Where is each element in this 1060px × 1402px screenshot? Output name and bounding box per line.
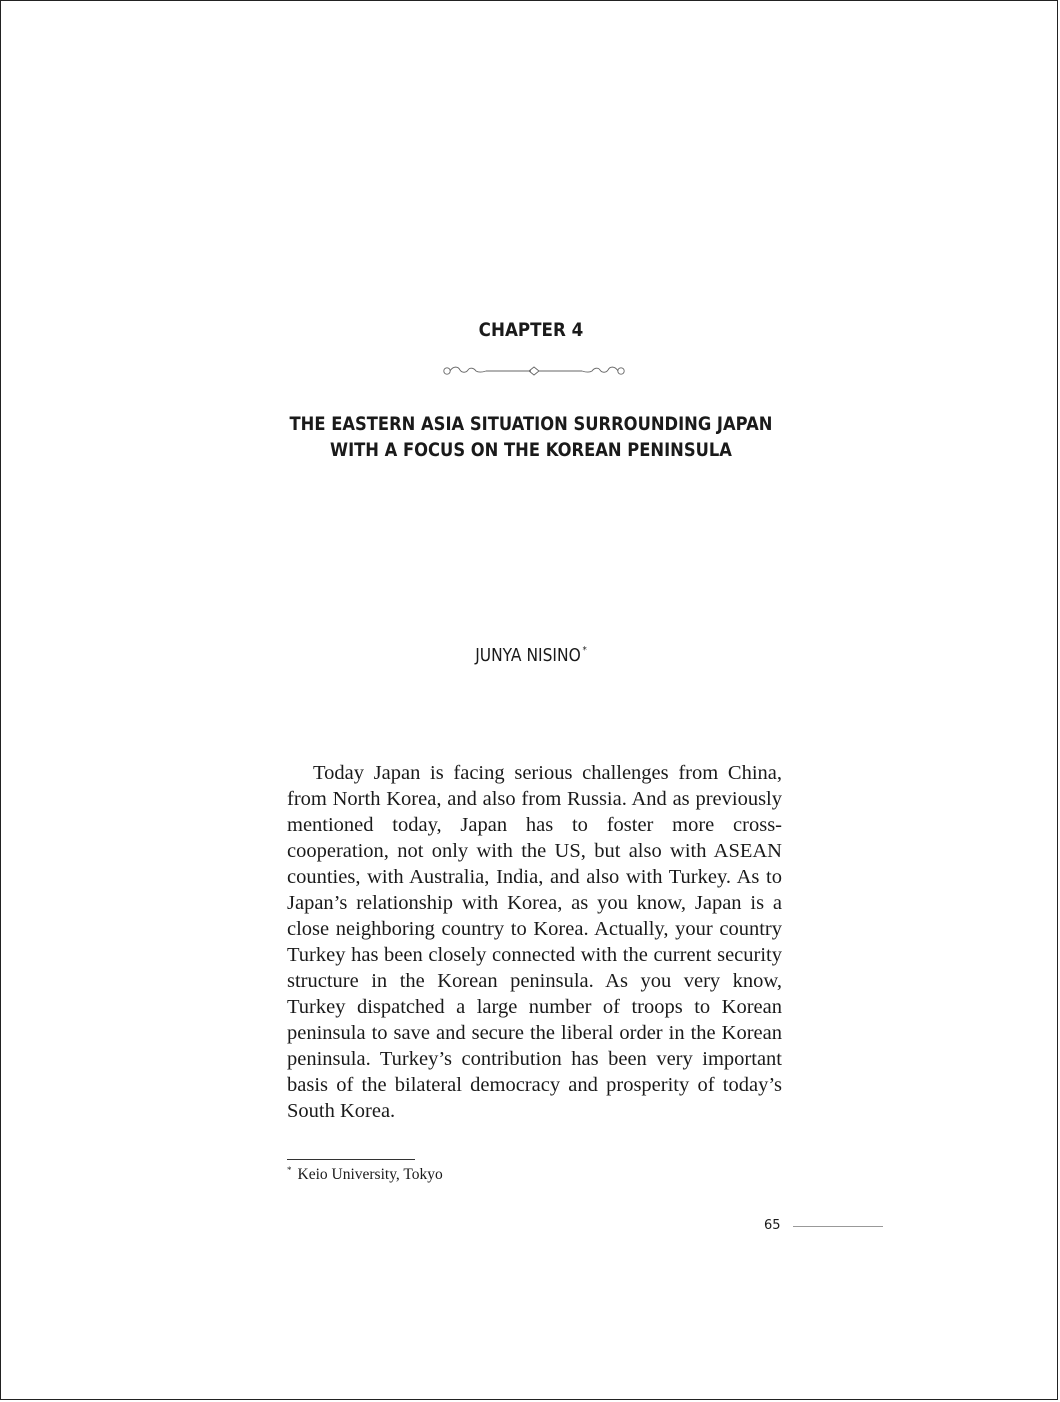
decorative-flourish-divider-icon xyxy=(439,361,629,381)
author-byline xyxy=(75,645,987,666)
footnote-marker: * xyxy=(287,1165,292,1175)
page-number: 65 xyxy=(764,1218,781,1233)
chapter-title-line-2: WITH A FOCUS ON THE KOREAN PENINSULA xyxy=(330,439,732,461)
footnote xyxy=(287,1165,443,1184)
author-name: JUNYA NISINO xyxy=(475,645,581,666)
chapter-title-line-1: THE EASTERN ASIA SITUATION SURROUNDING JAPAN xyxy=(289,413,773,435)
chapter-label: CHAPTER 4 xyxy=(478,319,584,341)
footnote-separator xyxy=(287,1159,415,1160)
body-paragraph: Today Japan is facing serious challenges from China, from North Korea, and also from Russia. And as previously mentioned today, Japan has to foster more cross-cooperation, not only with the US, but also with ASEAN counties, with Australia, India, and also with Turkey. As to Japan’s relationship with Korea, as you know, Japan is a close neighboring country to Korea. Actually, your country Turkey has been closely connected with the current security structure in the Korean peninsula. As you very know, Turkey dispatched a large number of troops to Korean peninsula to save and secure the liberal order in the Korean peninsula. Turkey’s contribution has been very important basis of the bilateral democracy and prosperity of today’s South Korea. xyxy=(287,762,782,1122)
footnote-text: Keio University, Tokyo xyxy=(297,1166,443,1183)
author-footnote-marker: * xyxy=(582,645,587,656)
page-number-rule xyxy=(793,1226,883,1227)
chapter-title xyxy=(75,411,987,463)
